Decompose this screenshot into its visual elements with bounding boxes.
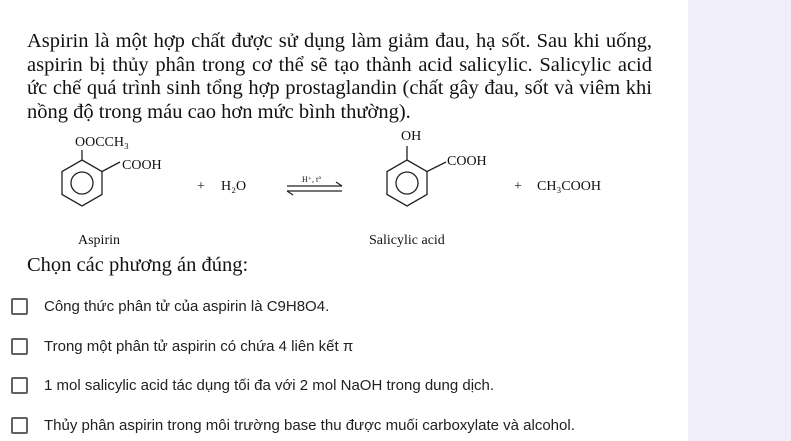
option-label: 1 mol salicylic acid tác dụng tối đa với 2 mol NaOH trong dung dịch.	[44, 376, 495, 394]
salicylic-ring	[387, 146, 446, 206]
aspirin-name: Aspirin	[78, 233, 120, 248]
checkbox[interactable]	[11, 298, 28, 315]
acetic-acid-formula: CH₃COOH	[537, 179, 601, 194]
arrow-conditions: H⁺, t°	[302, 175, 322, 184]
option-label: Trong một phân tử aspirin có chứa 4 liên kết π	[44, 337, 354, 355]
side-panel	[688, 0, 791, 441]
salicylic-acid-name: Salicylic acid	[369, 233, 445, 248]
salicylic-hydroxyl-group: OH	[401, 129, 422, 144]
prompt-text: Chọn các phương án đúng:	[27, 254, 249, 276]
water-formula: H₂O	[221, 179, 247, 194]
aspirin-carboxyl-group: COOH	[122, 158, 162, 173]
plus-sign: +	[514, 179, 522, 194]
checkbox[interactable]	[11, 417, 28, 434]
salicylic-carboxyl-group: COOH	[447, 154, 487, 169]
checkbox[interactable]	[11, 377, 28, 394]
reaction-scheme	[0, 128, 688, 252]
option-label: Thủy phân aspirin trong môi trường base thu được muối carboxylate và alcohol.	[44, 416, 575, 434]
option-label: Công thức phân tử của aspirin là C9H8O4.	[44, 297, 330, 315]
aspirin-ester-group: OOCCH₃	[75, 135, 129, 150]
checkbox[interactable]	[11, 338, 28, 355]
option-3[interactable]	[10, 373, 680, 397]
option-4[interactable]	[10, 413, 680, 437]
option-2[interactable]	[10, 334, 680, 358]
question-text: Aspirin là một hợp chất được sử dụng làm giảm đau, hạ sốt. Sau khi uống, aspirin bị thủy phân trong cơ thể sẽ tạo thành acid salicylic. Salicylic acid ức chế quá trình sinh tổng hợp prostaglandin (chất gây đau, sốt và viêm khi nồng độ trong máu cao hơn mức bình thường).	[27, 30, 652, 123]
plus-sign: +	[197, 179, 205, 194]
option-1[interactable]	[10, 294, 680, 318]
aspirin-ring	[62, 150, 120, 206]
